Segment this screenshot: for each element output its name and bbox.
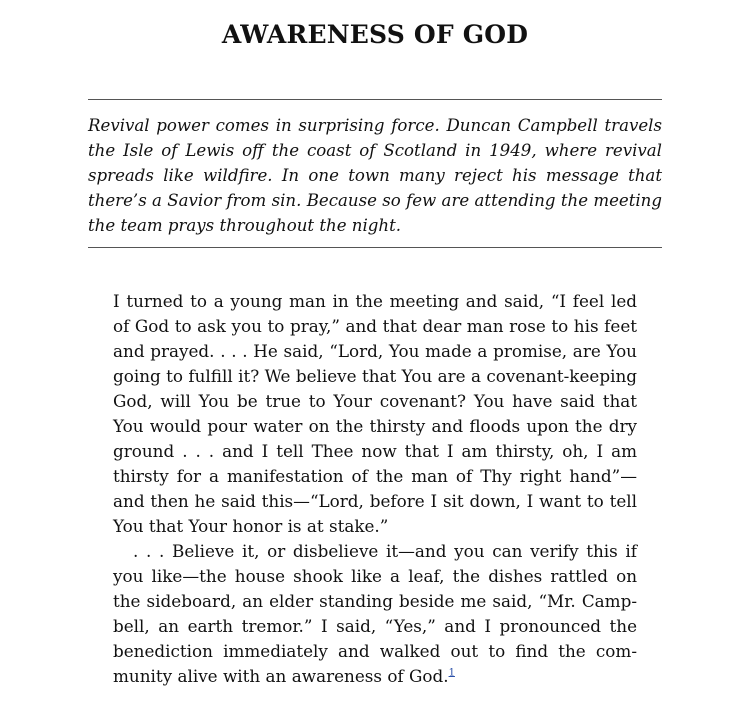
- intro-summary: Revival power comes in surprising force. Duncan Campbell travels the Isle of Lewis off the coast of Scotland in 1949, where revival spreads like wildfire. In one town many reject his message that there’s a Savior from sin. Because so few are attending the meeting the team prays throughout the night.: [88, 116, 662, 235]
- chapter-title: AWARENESS OF GOD: [221, 20, 529, 49]
- passage-paragraph-2-text: . . . Believe it, or disbelieve it—and you can verify this if you like—the house shook like a leaf, the dishes rattled on the sideboard, an elder standing beside me said, “Mr. Campbell, an earth tremor.” I said, “Yes,” and I pronounced the benediction immediately and walked out to find the community alive with an awareness of God.: [113, 541, 637, 686]
- passage-paragraph-2: [113, 539, 637, 689]
- footnote-link[interactable]: 1: [448, 667, 455, 679]
- quoted-passage: [113, 289, 637, 689]
- passage-paragraph-1: I turned to a young man in the meeting and said, “I feel led of God to ask you to pray,” and that dear man rose to his feet and prayed. . . . He said, “Lord, You made a promise, are You going to fulfill it? We believe that You are a covenant-keeping God, will You be true to Your covenant? You have said that You would pour water on the thirsty and floods upon the dry ground . . . and I tell Thee now that I am thirsty, oh, I am thirsty for a manifestation of the man of Thy right hand”—and then he said this—“Lord, before I sit down, I want to tell You that Your honor is at stake.”: [113, 291, 637, 536]
- intro-bottom-divider: [88, 247, 662, 248]
- intro-top-divider: [88, 99, 662, 100]
